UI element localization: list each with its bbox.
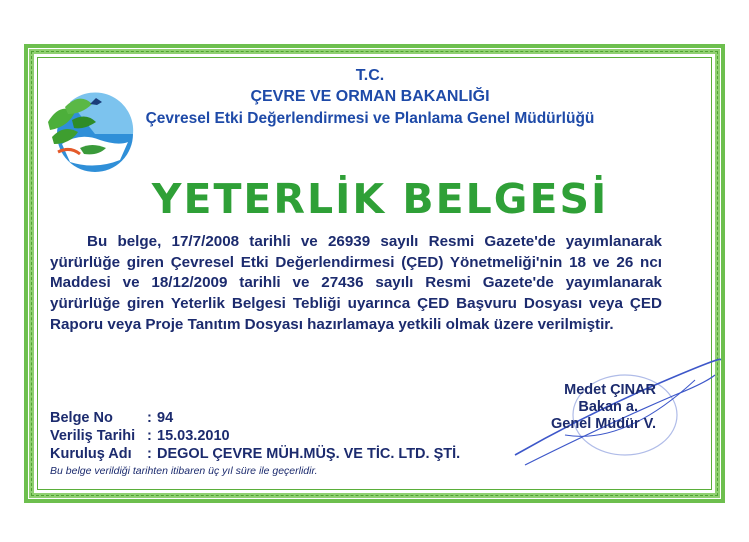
verilis-tarihi-row <box>50 428 230 444</box>
belge-no-label: Belge No <box>50 410 113 426</box>
signature-scribble-icon <box>505 355 725 475</box>
header-directorate: Çevresel Etki Değerlendirmesi ve Planlama Genel Müdürlüğü <box>145 110 595 127</box>
belge-no-value: 94 <box>157 410 174 426</box>
validity-note: Bu belge verildiği tarihten itibaren üç yıl süre ile geçerlidir. <box>50 465 318 477</box>
verilis-tarihi-separator: : <box>147 428 152 444</box>
kurulus-adi-separator: : <box>147 446 152 462</box>
certificate-body: Bu belge, 17/7/2008 tarihli ve 26939 sayılı Resmi Gazete'de yayımlanarak yürürlüğe giren Çevresel Etki Değerlendirmesi (ÇED) Yönetmeliği'nin 18 ve 26 ncı Maddesi ve 18/12/2009 tarihli ve 27436 sayılı Resmi Gazete'de yayımlanarak yürürlüğe giren Yeterlik Belgesi Tebliği uyarınca ÇED Başvuru Dosyası veya ÇED Raporu veya Proje Tanıtım Dosyası hazırlamaya yetkili olmak üzere verilmiştir. <box>50 233 662 333</box>
kurulus-adi-label: Kuruluş Adı <box>50 446 132 462</box>
kurulus-adi-row <box>50 446 460 462</box>
document-title: YETERLİK BELGESİ <box>151 175 609 223</box>
signatory-name: Medet ÇINAR <box>564 382 656 398</box>
kurulus-adi-value: DEGOL ÇEVRE MÜH.MÜŞ. VE TİC. LTD. ŞTİ. <box>157 446 461 462</box>
header-ministry: ÇEVRE VE ORMAN BAKANLIĞI <box>250 88 490 105</box>
verilis-tarihi-label: Veriliş Tarihi <box>50 428 136 444</box>
header-tc: T.C. <box>355 67 385 84</box>
belge-no-row <box>50 410 173 426</box>
verilis-tarihi-value: 15.03.2010 <box>157 428 230 444</box>
signatory-title-1: Bakan a. <box>578 399 638 415</box>
signatory-title-2: Genel Müdür V. <box>550 416 656 432</box>
belge-no-separator: : <box>147 410 152 426</box>
